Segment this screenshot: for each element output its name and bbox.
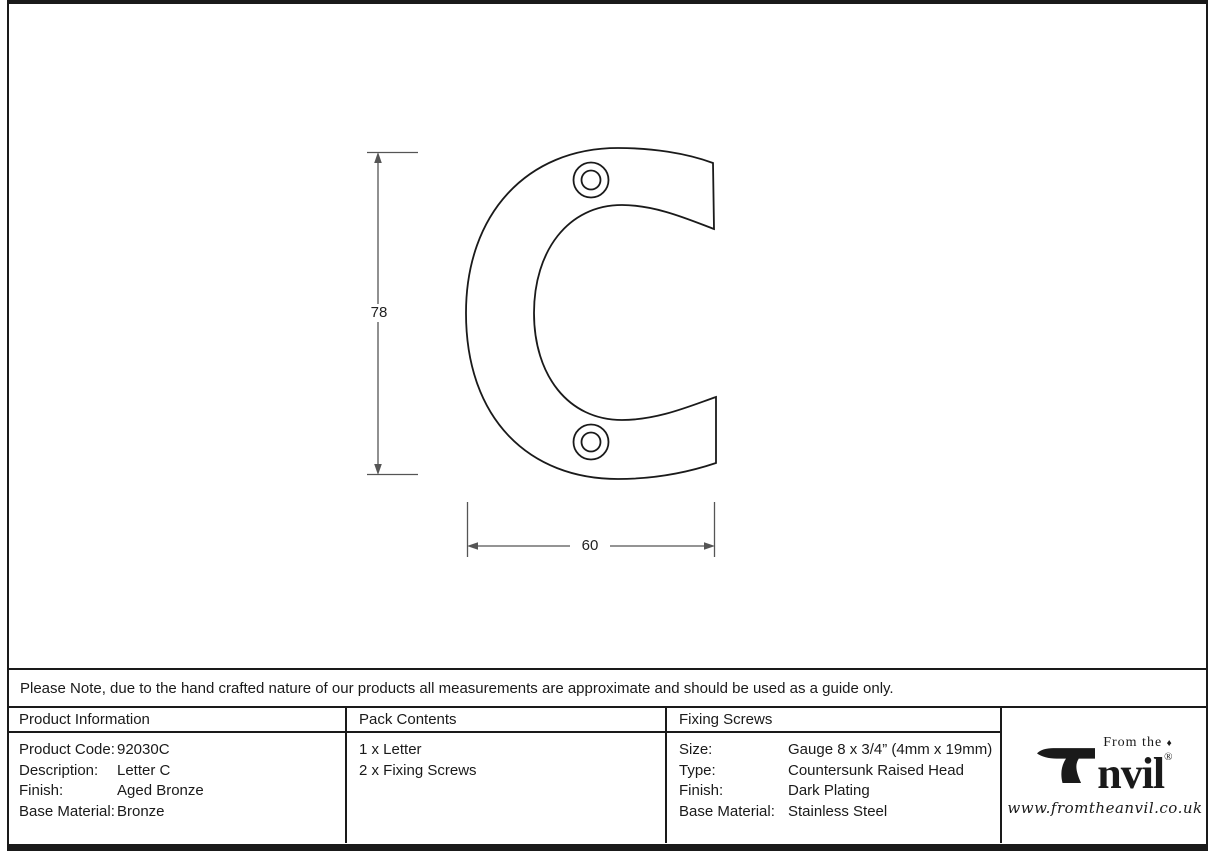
measurement-note-text: Please Note, due to the hand crafted nature of our products all measurements are approximate and should be used as a guide only. [20,679,894,697]
description-value: Letter C [117,761,171,779]
base-material-label: Base Material: [19,802,115,820]
pack-contents-column [347,708,667,843]
from-the-anvil-logo [1002,708,1208,843]
screw-finish-value: Dark Plating [788,782,870,799]
logo-brand-word: nvil [1097,748,1165,798]
screw-hole-bottom-inner [582,433,601,452]
base-material-value: Bronze [117,802,165,820]
brand-logo-cell [1002,708,1208,843]
pack-item: 2 x Fixing Screws [359,761,477,779]
fixing-screws-header: Fixing Screws [667,708,1000,733]
finish-row [19,781,345,802]
fixing-screws-column [667,708,1002,843]
screw-type-row [679,761,1000,782]
product-information-header: Product Information [7,708,345,733]
screw-size-row [679,740,1000,761]
screw-base-material-value: Stainless Steel [788,802,888,820]
base-material-row [19,802,345,823]
screw-base-material-row [679,802,1000,823]
width-arrow-right [704,542,715,550]
registered-trademark-icon: ® [1164,750,1173,763]
height-dimension-label: 78 [360,304,398,322]
width-dimension-label: 60 [570,537,610,555]
screw-hole-top-inner [582,171,601,190]
spec-table [7,706,1208,843]
screw-size-value: Gauge 8 x 3/4” (4mm x 19mm) [788,741,993,758]
pack-contents-header: Pack Contents [347,708,665,733]
screw-finish-label: Finish: [679,782,724,799]
screw-finish-row [679,781,1000,802]
finish-label: Finish: [19,782,64,799]
description-label: Description: [19,761,99,779]
product-information-column [7,708,347,843]
product-code-value: 92030C [117,741,170,758]
height-arrow-up [374,152,382,163]
screw-base-material-label: Base Material: [679,802,775,820]
finish-value: Aged Bronze [117,782,204,799]
width-arrow-left [467,542,478,550]
pack-item: 1 x Letter [359,741,422,758]
screw-size-label: Size: [679,741,713,758]
measurement-note [7,668,1208,706]
height-arrow-down [374,464,382,475]
logo-from-the-text: From the [1103,734,1163,750]
anvil-icon [1037,743,1095,787]
logo-website-url: www.fromtheanvil.co.uk [1007,798,1203,817]
product-code-row [19,740,345,761]
product-code-label: Product Code: [19,741,115,758]
description-row [19,761,345,782]
screw-type-label: Type: [679,761,716,779]
screw-type-value: Countersunk Raised Head [788,761,964,779]
diamond-icon: ♦ [1166,737,1173,749]
